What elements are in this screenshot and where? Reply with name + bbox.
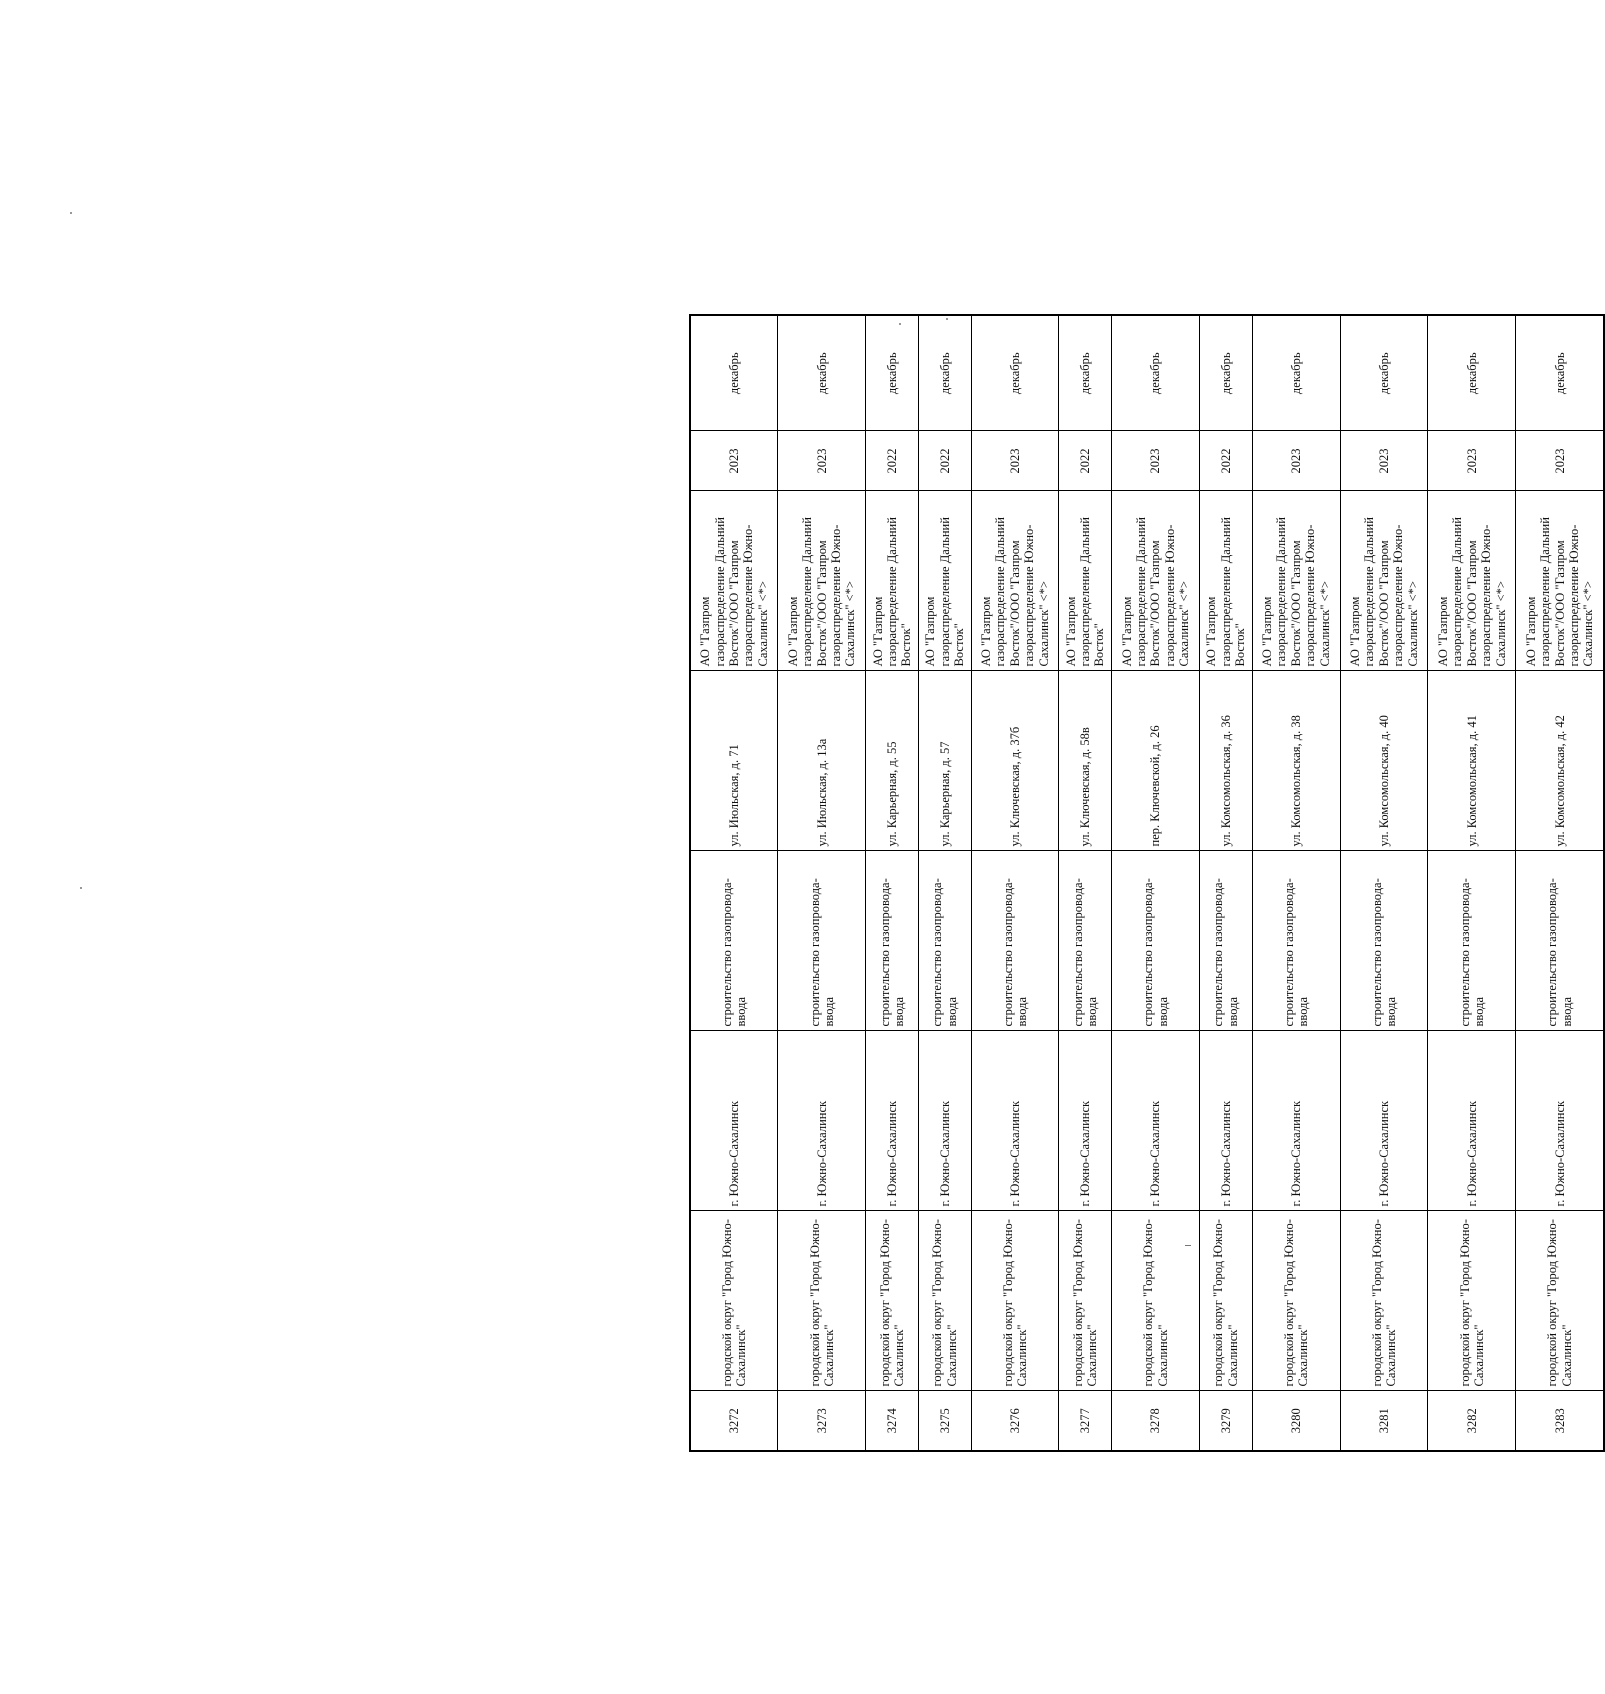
table-row [1059,315,1112,1451]
address-cell: ул. Июльская, д. 71 [690,671,778,851]
municipality-cell: городской округ "Город Южно-Сахалинск" [1252,1211,1340,1391]
address-cell: ул. Ключевская, д. 37б [971,671,1059,851]
operator-cell: АО "Газпром газораспределение Дальний Восток"/ООО "Газпром газораспределение Южно-Сахалинск" <*> [1428,491,1516,671]
year-cell: 2023 [1516,431,1604,491]
work-type-cell: строительство газопровода-ввода [866,851,919,1031]
operator-cell: АО "Газпром газораспределение Дальний Восток"/ООО "Газпром газораспределение Южно-Сахалинск" <*> [778,491,866,671]
year-cell: 2022 [1059,431,1112,491]
work-type-cell: строительство газопровода-ввода [778,851,866,1031]
settlement-cell: г. Южно-Сахалинск [971,1031,1059,1211]
municipality-cell: городской округ "Город Южно-Сахалинск" [1059,1211,1112,1391]
month-cell: декабрь [971,315,1059,431]
row-number: 3281 [1340,1391,1428,1451]
row-number: 3278 [1112,1391,1200,1451]
municipality-cell: городской округ "Город Южно-Сахалинск" [1112,1211,1200,1391]
municipality-cell: городской округ "Город Южно-Сахалинск" [866,1211,919,1391]
municipality-cell: городской округ "Город Южно-Сахалинск" [778,1211,866,1391]
municipality-cell: городской округ "Город Южно-Сахалинск" [1340,1211,1428,1391]
table-row [1340,315,1428,1451]
operator-cell: АО "Газпром газораспределение Дальний Восток"/ООО "Газпром газораспределение Южно-Сахалинск" <*> [1516,491,1604,671]
operator-cell: АО "Газпром газораспределение Дальний Восток"/ООО "Газпром газораспределение Южно-Сахалинск" <*> [1340,491,1428,671]
address-cell: ул. Комсомольская, д. 41 [1428,671,1516,851]
gas-pipeline-schedule-table [689,314,1605,1452]
address-cell: ул. Карьерная, д. 57 [918,671,971,851]
operator-cell: АО "Газпром газораспределение Дальний Восток"/ООО "Газпром газораспределение Южно-Сахалинск" <*> [690,491,778,671]
table-row [1112,315,1200,1451]
work-type-cell: строительство газопровода-ввода [1340,851,1428,1031]
settlement-cell: г. Южно-Сахалинск [778,1031,866,1211]
row-number: 3274 [866,1391,919,1451]
work-type-cell: строительство газопровода-ввода [1516,851,1604,1031]
table-row [1516,315,1604,1451]
municipality-cell: городской округ "Город Южно-Сахалинск" [971,1211,1059,1391]
year-cell: 2023 [971,431,1059,491]
month-cell: декабрь [778,315,866,431]
municipality-cell: городской округ "Город Южно-Сахалинск" [1428,1211,1516,1391]
row-number: 3279 [1200,1391,1253,1451]
settlement-cell: г. Южно-Сахалинск [1200,1031,1253,1211]
year-cell: 2023 [1112,431,1200,491]
table-row [1252,315,1340,1451]
month-cell: декабрь [1059,315,1112,431]
table-row [690,315,778,1451]
row-number: 3276 [971,1391,1059,1451]
month-cell: декабрь [1428,315,1516,431]
row-number: 3282 [1428,1391,1516,1451]
settlement-cell: г. Южно-Сахалинск [1516,1031,1604,1211]
month-cell: декабрь [918,315,971,431]
year-cell: 2022 [866,431,919,491]
municipality-cell: городской округ "Город Южно-Сахалинск" [690,1211,778,1391]
operator-cell: АО "Газпром газораспределение Дальний Восток" [866,491,919,671]
year-cell: 2022 [1200,431,1253,491]
settlement-cell: г. Южно-Сахалинск [866,1031,919,1211]
row-number: 3277 [1059,1391,1112,1451]
work-type-cell: строительство газопровода-ввода [1200,851,1253,1031]
month-cell: декабрь [1340,315,1428,431]
year-cell: 2023 [1252,431,1340,491]
scan-speck [80,887,82,889]
municipality-cell: городской округ "Город Южно-Сахалинск" [1200,1211,1253,1391]
settlement-cell: г. Южно-Сахалинск [1112,1031,1200,1211]
month-cell: декабрь [1252,315,1340,431]
address-cell: ул. Комсомольская, д. 42 [1516,671,1604,851]
table-row [866,315,919,1451]
table-row [1200,315,1253,1451]
row-number: 3273 [778,1391,866,1451]
year-cell: 2023 [778,431,866,491]
municipality-cell: городской округ "Город Южно-Сахалинск" [1516,1211,1604,1391]
address-cell: ул. Комсомольская, д. 36 [1200,671,1253,851]
operator-cell: АО "Газпром газораспределение Дальний Восток"/ООО "Газпром газораспределение Южно-Сахалинск" <*> [1112,491,1200,671]
work-type-cell: строительство газопровода-ввода [971,851,1059,1031]
settlement-cell: г. Южно-Сахалинск [1059,1031,1112,1211]
settlement-cell: г. Южно-Сахалинск [1428,1031,1516,1211]
month-cell: декабрь [1516,315,1604,431]
work-type-cell: строительство газопровода-ввода [1112,851,1200,1031]
scan-speck [70,212,72,214]
address-cell: ул. Комсомольская, д. 38 [1252,671,1340,851]
address-cell: ул. Ключевская, д. 58в [1059,671,1112,851]
operator-cell: АО "Газпром газораспределение Дальний Восток"/ООО "Газпром газораспределение Южно-Сахалинск" <*> [971,491,1059,671]
row-number: 3275 [918,1391,971,1451]
operator-cell: АО "Газпром газораспределение Дальний Восток" [1059,491,1112,671]
address-cell: ул. Комсомольская, д. 40 [1340,671,1428,851]
operator-cell: АО "Газпром газораспределение Дальний Восток"/ООО "Газпром газораспределение Южно-Сахалинск" <*> [1252,491,1340,671]
year-cell: 2022 [918,431,971,491]
work-type-cell: строительство газопровода-ввода [1059,851,1112,1031]
operator-cell: АО "Газпром газораспределение Дальний Восток" [918,491,971,671]
row-number: 3280 [1252,1391,1340,1451]
month-cell: декабрь [690,315,778,431]
settlement-cell: г. Южно-Сахалинск [1340,1031,1428,1211]
address-cell: ул. Карьерная, д. 55 [866,671,919,851]
work-type-cell: строительство газопровода-ввода [918,851,971,1031]
settlement-cell: г. Южно-Сахалинск [690,1031,778,1211]
municipality-cell: городской округ "Город Южно-Сахалинск" [918,1211,971,1391]
month-cell: декабрь [866,315,919,431]
address-cell: пер. Ключевской, д. 26 [1112,671,1200,851]
work-type-cell: строительство газопровода-ввода [1252,851,1340,1031]
address-cell: ул. Июльская, д. 13а [778,671,866,851]
operator-cell: АО "Газпром газораспределение Дальний Восток" [1200,491,1253,671]
table-row [918,315,971,1451]
settlement-cell: г. Южно-Сахалинск [1252,1031,1340,1211]
table-row [1428,315,1516,1451]
work-type-cell: строительство газопровода-ввода [1428,851,1516,1031]
year-cell: 2023 [1340,431,1428,491]
row-number: 3272 [690,1391,778,1451]
year-cell: 2023 [690,431,778,491]
row-number: 3283 [1516,1391,1604,1451]
work-type-cell: строительство газопровода-ввода [690,851,778,1031]
table-row [778,315,866,1451]
month-cell: декабрь [1200,315,1253,431]
settlement-cell: г. Южно-Сахалинск [918,1031,971,1211]
year-cell: 2023 [1428,431,1516,491]
month-cell: декабрь [1112,315,1200,431]
table-row [971,315,1059,1451]
